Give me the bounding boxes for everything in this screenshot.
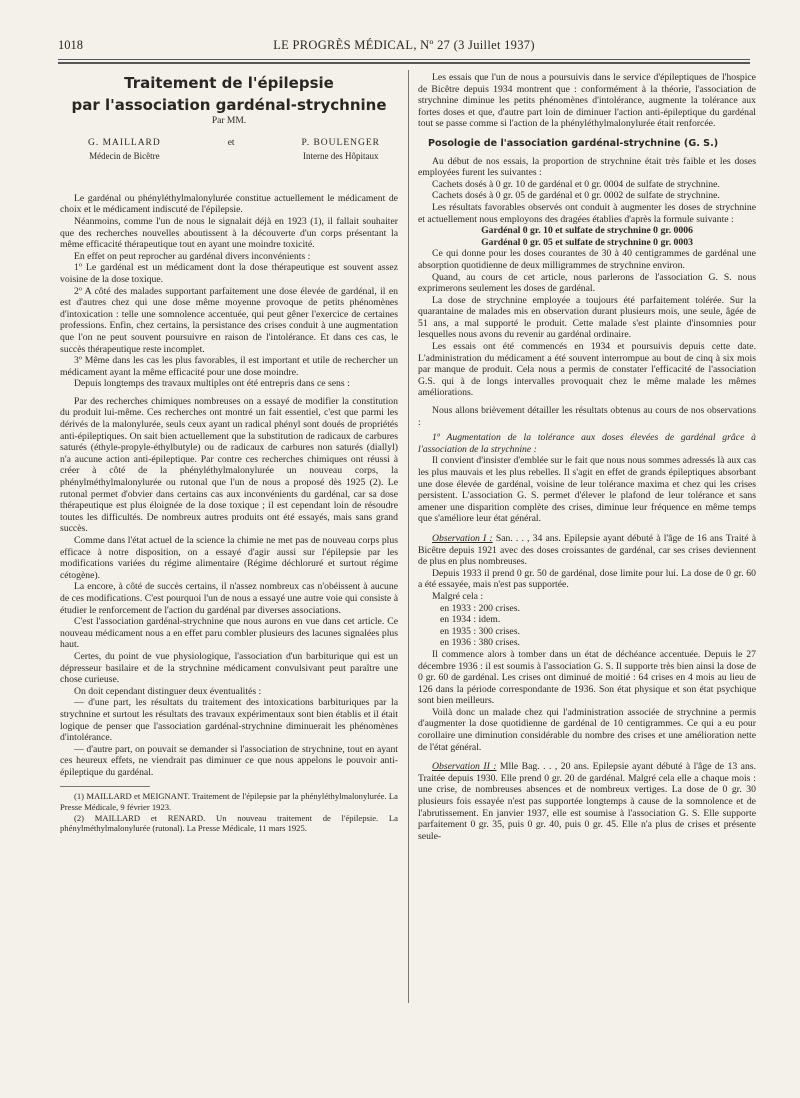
paragraph: Les essais que l'un de nous a poursuivis dans le service d'épileptiques de l'hospice de Bicêtre depuis 1934 montrent que : conformément à la théorie, l'association de strychnine diminue les petits phénomènes d'intolérance, augmente la tolérance aux fortes doses et que, d'autre part loin de diminuer l'action anti-épileptique du gardénal tout se passe comme si l'action de la phényléthylmalonylurée était renforcée. [418, 72, 756, 130]
paragraph: Cachets dosés à 0 gr. 10 de gardénal et 0 gr. 0004 de sulfate de strychnine. [432, 178, 720, 190]
paragraph: Depuis longtemps des travaux multiples ont été entrepris dans ce sens : [74, 378, 350, 390]
article-title-line2: par l'association gardénal-strychnine [71, 96, 387, 114]
author-1-name: G. MAILLARD [88, 137, 161, 148]
list-item: en 1934 : idem. [440, 614, 501, 626]
formula-line: Gardénal 0 gr. 05 et sulfate de strychnine 0 gr. 0003 [481, 236, 693, 248]
author-1-role: Médecin de Bicêtre [89, 151, 160, 162]
paragraph: Malgré cela : [432, 590, 484, 602]
list-item: en 1936 : 380 crises. [440, 637, 520, 649]
author-2 [301, 138, 380, 163]
author-1 [88, 138, 161, 163]
paragraph: Depuis 1933 il prend 0 gr. 50 de gardénal, dose limite pour lui. La dose de 0 gr. 60 a été essayée, mais n'est pas supportée. [418, 567, 756, 591]
list-item: en 1935 : 300 crises. [440, 625, 520, 637]
footnote: (2) MAILLARD et RENARD. Un nouveau traitement de l'épilepsie. La phénylméthylmalonylurée (rutonal). La Presse Médicale, 11 mars 1925. [60, 812, 398, 834]
paragraph: 3º Même dans les cas les plus favorables, il est important et utile de rechercher un médicament ayant la même efficacité pour une dose moindre. [60, 355, 398, 378]
paragraph: Par des recherches chimiques nombreuses on a essayé de modifier la constitution du produit lui-même. Ces recherches ont montré un fait essentiel, c'est que parmi les dérivés de la malonylurée, seuls ceux ayant un radical phényl sont doués de propriétés anti-épileptiques. On sait bien actuellement que la substitution de radicaux de carbures saturés (éthyle-propyle-éthylbutyle) ou de radicaux de carbures non saturés (diallyl) n'a aucune action anti-épileptique. Par contre ces recherches chimiques ont réussi à créer à côté de la phényléthylmalonylurée un nouveau corps, la phénylméthylmalonylurée ou rutonal que l'un de nous a proposé dès 1925 (2). Le rutonal permet d'obvier dans certains cas aux inconvénients du gardénal, car sa dose thérapeutique est plus éloignée de la dose toxique ; il est cependant loin de résoudre toutes les difficultés. De nombreux autres produits ont été essayés, mais sans grand succès. [60, 395, 398, 535]
observation-text: San. . . , 34 ans. Epilepsie ayant débuté à l'âge de 16 ans Traité à Bicêtre depuis 1921 avec des doses croissantes de gardénal, car ses crises deviennent de plus en plus nombreuses. [418, 532, 756, 568]
author-2-role: Interne des Hôpitaux [303, 151, 379, 162]
paragraph: — d'une part, les résultats du traitement des intoxications barbituriques par la strychnine et surtout les résultats des travaux expérimentaux sont bien établis et il était logique de penser que l'association gardénal-strychnine diminuerait les phénomènes d'intolérance. [60, 697, 398, 744]
author-sep-text: et [227, 137, 235, 148]
paragraph: C'est l'association gardénal-strychnine que nous aurons en vue dans cet article. Ce nouveau médicament nous a en effet paru combler plusieurs des lacunes signalées plus haut. [60, 616, 398, 651]
article-title-line1: Traitement de l'épilepsie [124, 74, 334, 92]
paragraph: On doit cependant distinguer deux éventualités : [74, 685, 262, 697]
paragraph: Néanmoins, comme l'un de nous le signalait déjà en 1923 (1), il fallait souhaiter que des recherches nouvelles aboutissent à la découverte d'un corps présentant la même efficacité thérapeutique tout en ayant une moindre toxicité. [60, 215, 398, 251]
paragraph: Comme dans l'état actuel de la science la chimie ne met pas de nouveau corps plus efficace à notre disposition, on a essayé d'agir aussi sur l'épilepsie par les modifications variées du régime alimentaire (Régime déchloruré et surtout régime cétogène). [60, 535, 398, 581]
section-heading-tolerance: 1º Augmentation de la tolérance aux doses élevées de gardénal grâce à l'association de la strychnine : [418, 432, 756, 455]
running-title: LE PROGRÈS MÉDICAL, Nº 27 (3 Juillet 1937) [273, 38, 535, 52]
observation-text: Mlle Bag. . . , 20 ans. Epilepsie ayant débuté à l'âge de 13 ans. Traitée depuis 1930. Elle prend 0 gr. 20 de gardénal. Malgré cela elle a chaque mois : une crise, de nombreuses absences et de nombreux vertiges. La dose de 0 gr. 30 plusieurs fois essayée n'est pas supportée longtemps à cause de la somnolence et de l'abrutissement. En janvier 1937, elle est soumise à l'association G. S. Elle supporte parfaitement 0 gr. 35, puis 0 gr. 40, puis 0 gr. 45. Elle n'a plus de crises et présente seule- [418, 761, 756, 842]
byline: Par MM. [211, 116, 247, 126]
right-column [418, 72, 756, 842]
paragraph: Il commence alors à tomber dans un état de déchéance accentuée. Depuis le 27 décembre 1936 : il est soumis à l'association G. S. Il supporte très bien ainsi la dose de 0 gr. 60 de gardénal. Les crises ont diminué de moitié : 64 crises en 4 mois au lieu de 126 dans la période correspondante de 1936. Son état physique et son état psychique sont bien meilleurs. [418, 648, 756, 707]
paragraph: Les essais ont été commencés en 1934 et poursuivis depuis cette date. L'administration du médicament a été souvent interrompue au bout de cinq à six mois par manque de produit. Cela nous a permis de constater l'efficacité de l'association G.S. qui à de longs intervalles provoquait chez le même malade les mêmes améliorations. [418, 341, 756, 399]
observation-2 [418, 761, 756, 842]
paragraph: 1º Le gardénal est un médicament dont la dose thérapeutique est souvent assez voisine de la dose toxique. [60, 262, 398, 285]
observation-label: Observation I : [432, 532, 493, 544]
paragraph: Nous allons brièvement détailler les résultats obtenus au cours de nos observations : [418, 405, 756, 428]
author-separator [228, 138, 235, 163]
footnotes [60, 791, 398, 833]
paragraph: Quand, au cours de cet article, nous parlerons de l'association G. S. nous exprimerons seulement les doses de gardénal. [418, 271, 756, 295]
header-rule-thick [58, 62, 750, 64]
paragraph: Cachets dosés à 0 gr. 05 de gardénal et 0 gr. 0002 de sulfate de strychnine. [432, 190, 720, 202]
paragraph: La dose de strychnine employée a toujours été parfaitement tolérée. Sur la quarantaine de malades mis en observation durant plusieurs mois, une seule, âgée de 51 ans, a mal supporté le produit. Cette malade s'est plainte d'insomnies pour lesquelles nous avons du revenir au gardénal ordinaire. [418, 294, 756, 341]
paragraph: Le gardénal ou phényléthylmalonylurée constitue actuellement le médicament de choix et le médicament indiscuté de l'épilepsie. [60, 192, 398, 216]
paragraph: Voilà donc un malade chez qui l'administration associée de strychnine a permis d'augmenter la dose quotidienne de gardénal de 10 centigrammes. Ce qui a eu pour corollaire une diminution considérable du nombre des crises et une amélioration nette de l'état général. [418, 706, 756, 753]
author-2-name: P. BOULENGER [301, 137, 380, 148]
paragraph: Certes, du point de vue physiologique, l'association d'un barbiturique qui est un dépresseur basilaire et de la strychnine médicament convulsivant peut paraître une chose curieuse. [60, 650, 398, 686]
footnote-separator [60, 786, 150, 787]
header-rule [58, 59, 750, 60]
page-number: 1018 [58, 38, 83, 52]
left-column [60, 72, 398, 834]
column-divider [408, 70, 409, 1003]
footnote: (1) MAILLARD et MEIGNANT. Traitement de l'épilepsie par la phényléthylmalonylurée. La Presse Médicale, 9 février 1923. [60, 791, 398, 813]
paragraph: En effet on peut reprocher au gardénal divers inconvénients : [74, 250, 311, 262]
observation-1 [418, 533, 756, 568]
paragraph: Il convient d'insister d'emblée sur le fait que nous nous sommes adressés là aux cas les plus mauvais et les plus rebelles. Il s'agit en effet de grands épileptiques absorbant une dose élevée de gardénal, voisine de leur tolérance maxima et chez qui les crises persistent. L'association G. S. permet d'élever le plafond de leur tolérance et sans amener une disparition complète des crises, diminue leur fréquence en même temps que s'améliore leur état général. [418, 455, 756, 525]
paragraph: 2º A côté des malades supportant parfaitement une dose élevée de gardénal, il en est d'autres chez qui une dose même moyenne provoque de petits phénomènes d'intoxication : telle une somnolence accentuée, qui peut gêner l'exercice de certaines professions. Enfin, chez certains, la persistance des crises conduit à une augmentation que l'on ne peut souvent poursuivre en raison de l'intolérance. Et dans ces cas, le succès thérapeutique reste incomplet. [60, 285, 398, 355]
crises-list [418, 603, 756, 649]
paragraph: Les résultats favorables observés ont conduit à augmenter les doses de strychnine et actuellement nous employons des dragées établies d'après la formule suivante : [418, 201, 756, 225]
paragraph: Ce qui donne pour les doses courantes de 30 à 40 centigrammes de gardénal une absorption quotidienne de deux milligrammes de strychnine environ. [418, 248, 756, 271]
list-item: en 1933 : 200 crises. [440, 602, 520, 614]
authors [60, 138, 398, 163]
paragraph: — d'autre part, on pouvait se demander si l'association de strychnine, tout en ayant ces heureux effets, ne viendrait pas diminuer ce que nous appelons le pouvoir anti-épileptique du gardénal. [60, 743, 398, 778]
observation-label: Observation II : [432, 761, 497, 773]
formula-line: Gardénal 0 gr. 10 et sulfate de strychnine 0 gr. 0006 [481, 225, 693, 237]
running-header [58, 38, 750, 54]
section-heading-posology: Posologie de l'association gardénal-strychnine (G. S.) [428, 137, 719, 149]
paragraph: La encore, à côté de succès certains, il n'assez nombreux cas n'obéissent à aucune de ces modifications. C'est pourquoi l'un de nous a essayé une autre voie qui consiste à étudier le renforcement de l'action du gardénal par diverses associations. [60, 581, 398, 616]
paragraph: Au début de nos essais, la proportion de strychnine était très faible et les doses employées furent les suivantes : [418, 155, 756, 179]
